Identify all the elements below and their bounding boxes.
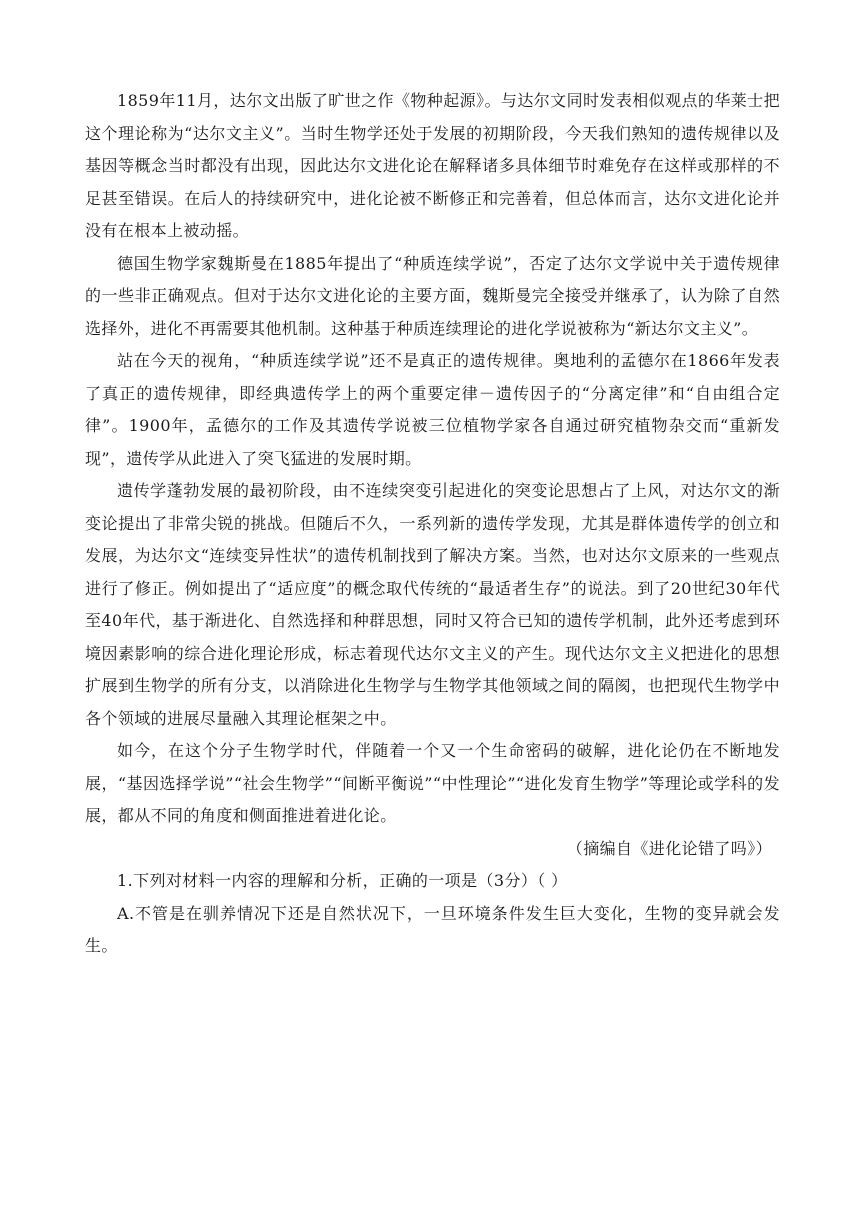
question-stem: 1.下列对材料一内容的理解和分析，正确的一项是（3分）（ ）	[117, 871, 568, 890]
paragraph-3: 站在今天的视角，“种质连续学说”还不是真正的遗传规律。奥地利的孟德尔在1866年发表了真正的遗传规律，即经典遗传学上的两个重要定律－遗传因子的“分离定律”和“自由组合定律”。1900年，孟德尔的工作及其遗传学说被三位植物学家各自通过研究植物杂交而“重新发现”，遗传学从此进入了突飞猛进的发展时期。	[85, 351, 780, 468]
paragraph-2: 德国生物学家魏斯曼在1885年提出了“种质连续学说”，否定了达尔文学说中关于遗传规律的一些非正确观点。但对于达尔文进化论的主要方面，魏斯曼完全接受并继承了，认为除了自然选择外，进化不再需要其他机制。这种基于种质连续理论的进化学说被称为“新达尔文主义”。	[85, 253, 780, 338]
paragraph-4: 遗传学蓬勃发展的最初阶段，由不连续突变引起进化的突变论思想占了上风，对达尔文的渐变论提出了非常尖锐的挑战。但随后不久，一系列新的遗传学发现，尤其是群体遗传学的创立和发展，为达尔文“连续变异性状”的遗传机制找到了解决方案。当然，也对达尔文原来的一些观点进行了修正。例如提出了“适应度”的概念取代传统的“最适者生存”的说法。到了20世纪30年代至40年代，基于渐进化、自然选择和种群思想，同时又符合已知的遗传学机制，此外还考虑到环境因素影响的综合进化理论形成，标志着现代达尔文主义的产生。现代达尔文主义把进化的思想扩展到生物学的所有分支，以消除进化生物学与生物学其他领域之间的隔阂，也把现代生物学中各个领域的进展尽量融入其理论框架之中。	[85, 481, 780, 728]
paragraph-5: 如今，在这个分子生物学时代，伴随着一个又一个生命密码的破解，进化论仍在不断地发展，“基因选择学说”“社会生物学”“间断平衡说”“中性理论”“进化发育生物学”等理论或学科的发展，都从不同的角度和侧面推进着进化论。	[85, 741, 780, 825]
paragraph-1: 1859年11月，达尔文出版了旷世之作《物种起源》。与达尔文同时发表相似观点的华莱士把这个理论称为“达尔文主义”。当时生物学还处于发展的初期阶段，今天我们熟知的遗传规律以及基因等概念当时都没有出现，因此达尔文进化论在解释诸多具体细节时难免存在这样或那样的不足甚至错误。在后人的持续研究中，进化论被不断修正和完善着，但总体而言，达尔文进化论并没有在根本上被动摇。	[85, 91, 780, 240]
source-citation: （摘编自《进化论错了吗》）	[566, 838, 772, 858]
document-body	[85, 85, 780, 963]
question-option-a: A.不管是在驯养情况下还是自然状况下，一旦环境条件发生巨大变化，生物的变异就会发生。	[85, 903, 780, 955]
